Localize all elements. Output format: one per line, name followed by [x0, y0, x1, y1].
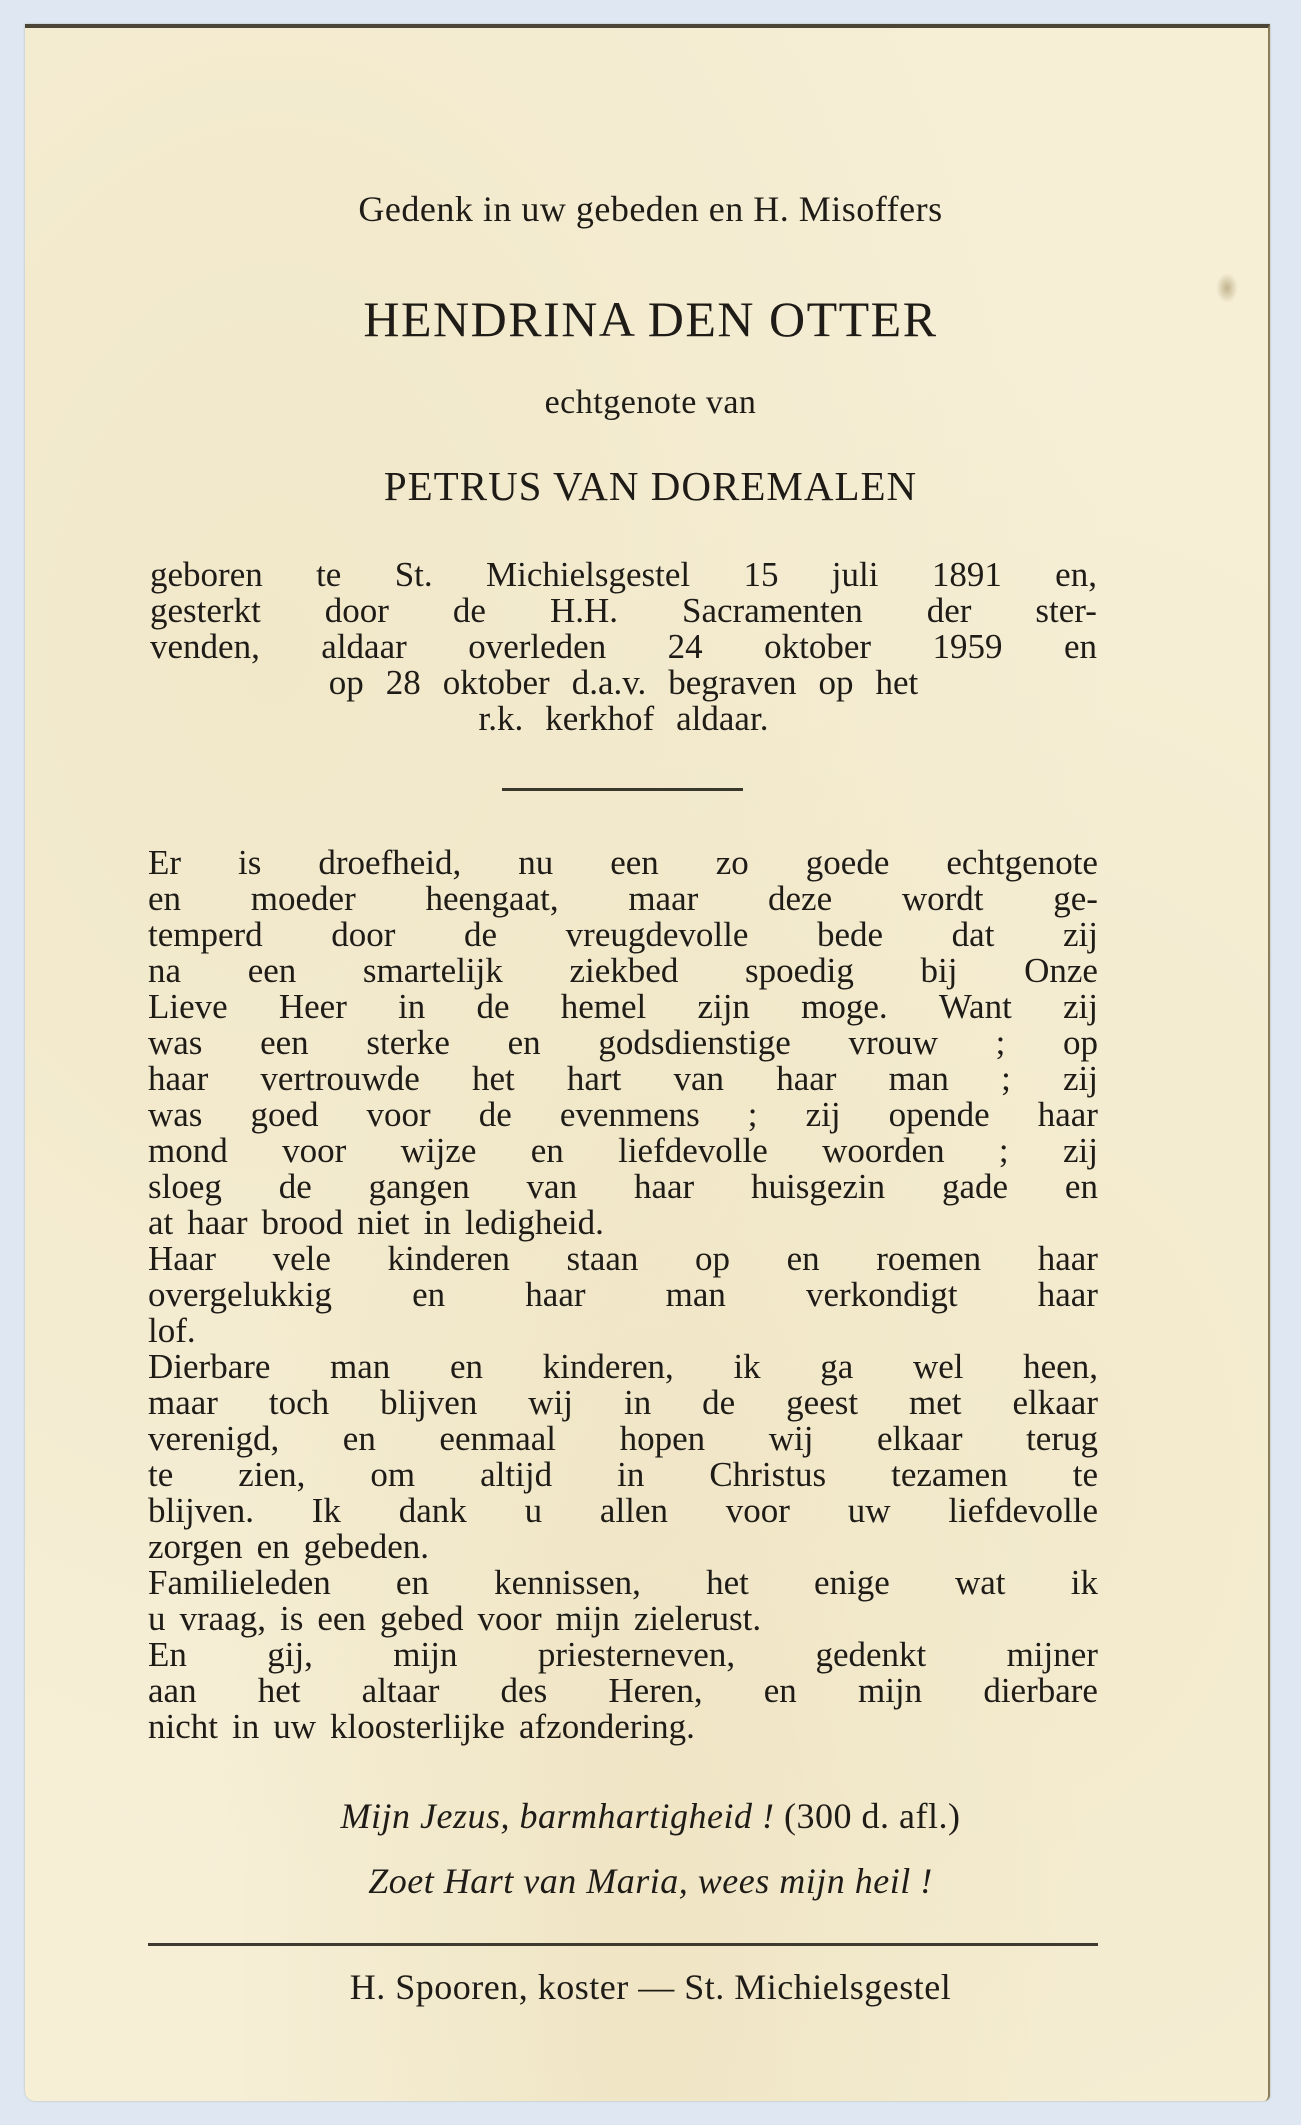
word: ledigheid.: [464, 1203, 604, 1242]
word: altaar: [361, 1671, 440, 1710]
word: ;: [1001, 1059, 1011, 1098]
word: Heren,: [608, 1671, 703, 1710]
eulogy-line: [148, 917, 1098, 953]
word: wel: [912, 1347, 964, 1386]
word: haar: [148, 1059, 209, 1098]
eulogy-line: [148, 1709, 1098, 1745]
word: liefdevolle: [618, 1131, 768, 1170]
word: gedenkt: [815, 1635, 927, 1674]
word: 24: [667, 627, 703, 666]
word: het: [257, 1671, 301, 1710]
eulogy-line: [148, 881, 1098, 917]
word: H.H.: [549, 591, 619, 630]
word: hemel: [560, 987, 647, 1026]
word: haar: [525, 1275, 586, 1314]
indulgence-note: (300 d. afl.): [784, 1796, 961, 1836]
word: 1891: [931, 555, 1002, 594]
word: een: [610, 843, 659, 882]
short-separator-rule: [502, 788, 743, 791]
word: en: [449, 1347, 483, 1386]
eulogy-line: [148, 1169, 1098, 1205]
word: en: [412, 1275, 446, 1314]
word: door: [331, 915, 396, 954]
word: nu: [518, 843, 554, 882]
word: het: [875, 663, 919, 702]
word: kinderen: [387, 1239, 510, 1278]
word: uw: [273, 1707, 316, 1746]
word: man: [665, 1275, 726, 1314]
word: Sacramenten: [682, 591, 863, 630]
word: moge.: [801, 987, 888, 1026]
word: u: [524, 1491, 543, 1530]
word: blijven.: [148, 1491, 254, 1530]
word: in: [231, 1707, 260, 1746]
word: oktober: [442, 663, 550, 702]
biography-line: [150, 665, 1097, 701]
word: en: [256, 1527, 290, 1566]
word: der: [926, 591, 972, 630]
word: en: [342, 1419, 376, 1458]
word: tezamen: [891, 1455, 1008, 1494]
word: gade: [942, 1167, 1009, 1206]
word: mijn: [857, 1671, 923, 1710]
word: smartelijk: [362, 951, 503, 990]
word: zij: [1063, 915, 1098, 954]
word: eenmaal: [439, 1419, 556, 1458]
word: hart: [566, 1059, 622, 1098]
word: brood: [261, 1203, 344, 1242]
word: bij: [920, 951, 958, 990]
word: Heer: [278, 987, 347, 1026]
word: lof.: [148, 1311, 196, 1350]
word: en: [763, 1671, 797, 1710]
invocation-line: Gedenk in uw gebeden en H. Misoffers: [358, 189, 943, 229]
eulogy-line: [148, 1493, 1098, 1529]
eulogy-line: [148, 1133, 1098, 1169]
word: wijze: [400, 1131, 477, 1170]
biography-line: [150, 629, 1097, 665]
word: Lieve: [148, 987, 228, 1026]
word: en: [1064, 1167, 1098, 1206]
word: r.k.: [478, 699, 524, 738]
word: afzondering.: [518, 1707, 695, 1746]
footer-rule: [148, 1943, 1098, 1946]
word: van: [673, 1059, 725, 1098]
word: vertrouwde: [260, 1059, 420, 1098]
word: haar: [633, 1167, 695, 1206]
word: gij,: [267, 1635, 313, 1674]
word: de: [278, 1167, 312, 1206]
word: de: [478, 1095, 512, 1134]
word: Er: [148, 843, 182, 882]
eulogy-line: [148, 1025, 1098, 1061]
word: op: [695, 1239, 730, 1278]
biography-line: [150, 557, 1097, 593]
word: blijven: [380, 1383, 478, 1422]
eulogy-line: [148, 1277, 1098, 1313]
word: op: [328, 663, 364, 702]
word: was: [148, 1023, 203, 1062]
word: geest: [786, 1383, 859, 1422]
word: in: [423, 1203, 451, 1242]
spouse-intro: echtgenote van: [544, 384, 757, 421]
word: was: [148, 1095, 203, 1134]
word: gangen: [368, 1167, 470, 1206]
word: moeder: [250, 879, 356, 918]
biography-paragraph: [150, 557, 1097, 737]
word: een: [317, 1599, 366, 1638]
eulogy-paragraph: [148, 845, 1098, 1745]
word: mijn: [555, 1599, 620, 1638]
deceased-name: HENDRINA DEN OTTER: [363, 291, 938, 347]
word: verkondigt: [805, 1275, 958, 1314]
word: zij: [1063, 987, 1098, 1026]
eulogy-line: [148, 1205, 1098, 1241]
eulogy-line: [148, 1097, 1098, 1133]
word: haar: [1037, 1239, 1098, 1278]
eulogy-line: [148, 1349, 1098, 1385]
word: verenigd,: [148, 1419, 280, 1458]
word: elkaar: [1012, 1383, 1098, 1422]
word: zijn: [697, 987, 750, 1026]
word: haar: [1037, 1095, 1098, 1134]
word: de: [702, 1383, 736, 1422]
word: at: [148, 1203, 174, 1242]
word: en: [786, 1239, 820, 1278]
word: Michielsgestel: [485, 555, 691, 594]
word: godsdienstige: [598, 1023, 791, 1062]
word: sterke: [366, 1023, 450, 1062]
word: in: [623, 1383, 652, 1422]
word: bede: [816, 915, 884, 954]
word: u: [148, 1599, 166, 1638]
word: wordt: [901, 879, 984, 918]
word: overleden: [468, 627, 607, 666]
word: niet: [357, 1203, 410, 1242]
word: zij: [1063, 1131, 1098, 1170]
eulogy-line: [148, 1457, 1098, 1493]
word: op: [1063, 1023, 1098, 1062]
word: is: [279, 1599, 304, 1638]
word: gesterkt: [150, 591, 261, 630]
eulogy-line: [148, 1313, 1098, 1349]
word: haar: [776, 1059, 837, 1098]
word: echtgenote: [946, 843, 1098, 882]
word: temperd: [148, 915, 263, 954]
word: allen: [599, 1491, 668, 1530]
word: mijner: [1006, 1635, 1098, 1674]
word: om: [370, 1455, 416, 1494]
word: gebed: [379, 1599, 464, 1638]
word: zo: [715, 843, 749, 882]
word: mijn: [393, 1635, 458, 1674]
word: zielerust.: [633, 1599, 762, 1638]
word: kinderen,: [542, 1347, 674, 1386]
word: Familieleden: [148, 1563, 331, 1602]
word: zien,: [238, 1455, 306, 1494]
word: voor: [366, 1095, 431, 1134]
eulogy-line: [148, 845, 1098, 881]
word: 28: [385, 663, 421, 702]
word: met: [909, 1383, 962, 1422]
eulogy-line: [148, 1601, 1098, 1637]
word: het: [706, 1563, 749, 1602]
word: opende: [888, 1095, 990, 1134]
word: gebeden.: [303, 1527, 429, 1566]
eulogy-line: [148, 1421, 1098, 1457]
word: venden,: [150, 627, 260, 666]
word: man: [330, 1347, 391, 1386]
word: wij: [768, 1419, 814, 1458]
word: geboren: [150, 555, 263, 594]
word: enige: [814, 1563, 890, 1602]
word: aldaar: [321, 627, 407, 666]
word: juli: [831, 555, 879, 594]
word: heen,: [1023, 1347, 1098, 1386]
word: op: [818, 663, 854, 702]
word: ;: [995, 1023, 1006, 1062]
word: heengaat,: [425, 879, 559, 918]
word: een: [247, 951, 297, 990]
word: d.a.v.: [571, 663, 647, 702]
eulogy-line: [148, 1241, 1098, 1277]
word: droefheid,: [318, 843, 462, 882]
eulogy-line: [148, 1637, 1098, 1673]
eulogy-line: [148, 989, 1098, 1025]
eulogy-line: [148, 1673, 1098, 1709]
prayer-line-2: Zoet Hart van Maria, wees mijn heil !: [368, 1861, 933, 1901]
biography-line: [150, 701, 1097, 737]
word: spoedig: [744, 951, 854, 990]
word: terug: [1026, 1419, 1098, 1458]
word: man: [888, 1059, 949, 1098]
word: ga: [820, 1347, 854, 1386]
word: maar: [148, 1383, 218, 1422]
word: te: [316, 555, 342, 594]
word: voor: [282, 1131, 347, 1170]
word: aan: [148, 1671, 197, 1710]
word: 15: [743, 555, 779, 594]
word: haar: [1037, 1275, 1098, 1314]
word: dat: [951, 915, 995, 954]
word: toch: [268, 1383, 330, 1422]
word: haar: [187, 1203, 248, 1242]
eulogy-line: [148, 1385, 1098, 1421]
word: aldaar.: [676, 699, 769, 738]
ejaculation-mijn-jezus: Mijn Jezus, barmhartigheid !: [340, 1796, 775, 1836]
word: evenmens: [559, 1095, 700, 1134]
word: kerkhof: [545, 699, 655, 738]
word: sloeg: [148, 1167, 222, 1206]
word: zij: [805, 1095, 841, 1134]
word: in: [398, 987, 426, 1026]
word: van: [526, 1167, 578, 1206]
word: voor: [477, 1599, 542, 1638]
word: ster-: [1035, 591, 1097, 630]
eulogy-line: [148, 953, 1098, 989]
word: uw: [847, 1491, 891, 1530]
word: zij: [1062, 1059, 1098, 1098]
spouse-name: PETRUS VAN DOREMALEN: [383, 463, 918, 509]
word: altijd: [480, 1455, 553, 1494]
word: Ik: [311, 1491, 341, 1530]
word: begraven: [668, 663, 797, 702]
word: kloosterlijke: [330, 1707, 505, 1746]
word: Christus: [709, 1455, 827, 1494]
word: overgelukkig: [148, 1275, 333, 1314]
word: na: [148, 951, 182, 990]
word: vraag,: [179, 1599, 266, 1638]
word: priesterneven,: [537, 1635, 736, 1674]
word: Onze: [1024, 951, 1098, 990]
printer-credit: H. Spooren, koster — St. Michielsgestel: [349, 1967, 952, 2007]
word: 1959: [932, 627, 1003, 666]
word: dank: [398, 1491, 467, 1530]
word: en: [507, 1023, 541, 1062]
word: de: [452, 591, 486, 630]
eulogy-line: [148, 1061, 1098, 1097]
word: wat: [955, 1563, 1006, 1602]
word: en: [1063, 627, 1097, 666]
word: door: [324, 591, 389, 630]
word: St.: [394, 555, 433, 594]
word: en: [148, 879, 182, 918]
word: maar: [628, 879, 699, 918]
word: een: [260, 1023, 309, 1062]
word: ge-: [1053, 879, 1098, 918]
word: vele: [272, 1239, 331, 1278]
word: voor: [725, 1491, 790, 1530]
word: vreugdevolle: [565, 915, 749, 954]
word: En: [148, 1635, 187, 1674]
word: ;: [747, 1095, 758, 1134]
word: het: [471, 1059, 515, 1098]
word: staan: [566, 1239, 639, 1278]
word: oktober: [764, 627, 872, 666]
word: Want: [938, 987, 1012, 1026]
word: in: [617, 1455, 645, 1494]
word: goede: [805, 843, 890, 882]
word: woorden: [822, 1131, 945, 1170]
word: ziekbed: [569, 951, 679, 990]
word: mond: [148, 1131, 228, 1170]
word: Haar: [148, 1239, 217, 1278]
biography-line: [150, 593, 1097, 629]
word: de: [464, 915, 498, 954]
word: hopen: [619, 1419, 706, 1458]
word: roemen: [876, 1239, 982, 1278]
eulogy-line: [148, 1565, 1098, 1601]
word: des: [500, 1671, 548, 1710]
word: en: [530, 1131, 564, 1170]
word: nicht: [148, 1707, 218, 1746]
word: te: [148, 1455, 174, 1494]
word: kennissen,: [494, 1563, 641, 1602]
word: ik: [1070, 1563, 1098, 1602]
word: en: [395, 1563, 429, 1602]
prayer-line-1: [0, 1795, 1301, 1837]
word: goed: [250, 1095, 319, 1134]
word: elkaar: [877, 1419, 963, 1458]
word: zorgen: [148, 1527, 243, 1566]
word: liefdevolle: [948, 1491, 1098, 1530]
word: huisgezin: [751, 1167, 886, 1206]
word: wij: [528, 1383, 574, 1422]
word: en,: [1055, 555, 1097, 594]
word: dierbare: [983, 1671, 1098, 1710]
word: te: [1072, 1455, 1098, 1494]
word: vrouw: [848, 1023, 938, 1062]
word: ;: [998, 1131, 1009, 1170]
word: deze: [768, 879, 833, 918]
word: Dierbare: [148, 1347, 271, 1386]
word: is: [238, 843, 262, 882]
eulogy-line: [148, 1529, 1098, 1565]
word: de: [476, 987, 510, 1026]
word: ik: [733, 1347, 761, 1386]
